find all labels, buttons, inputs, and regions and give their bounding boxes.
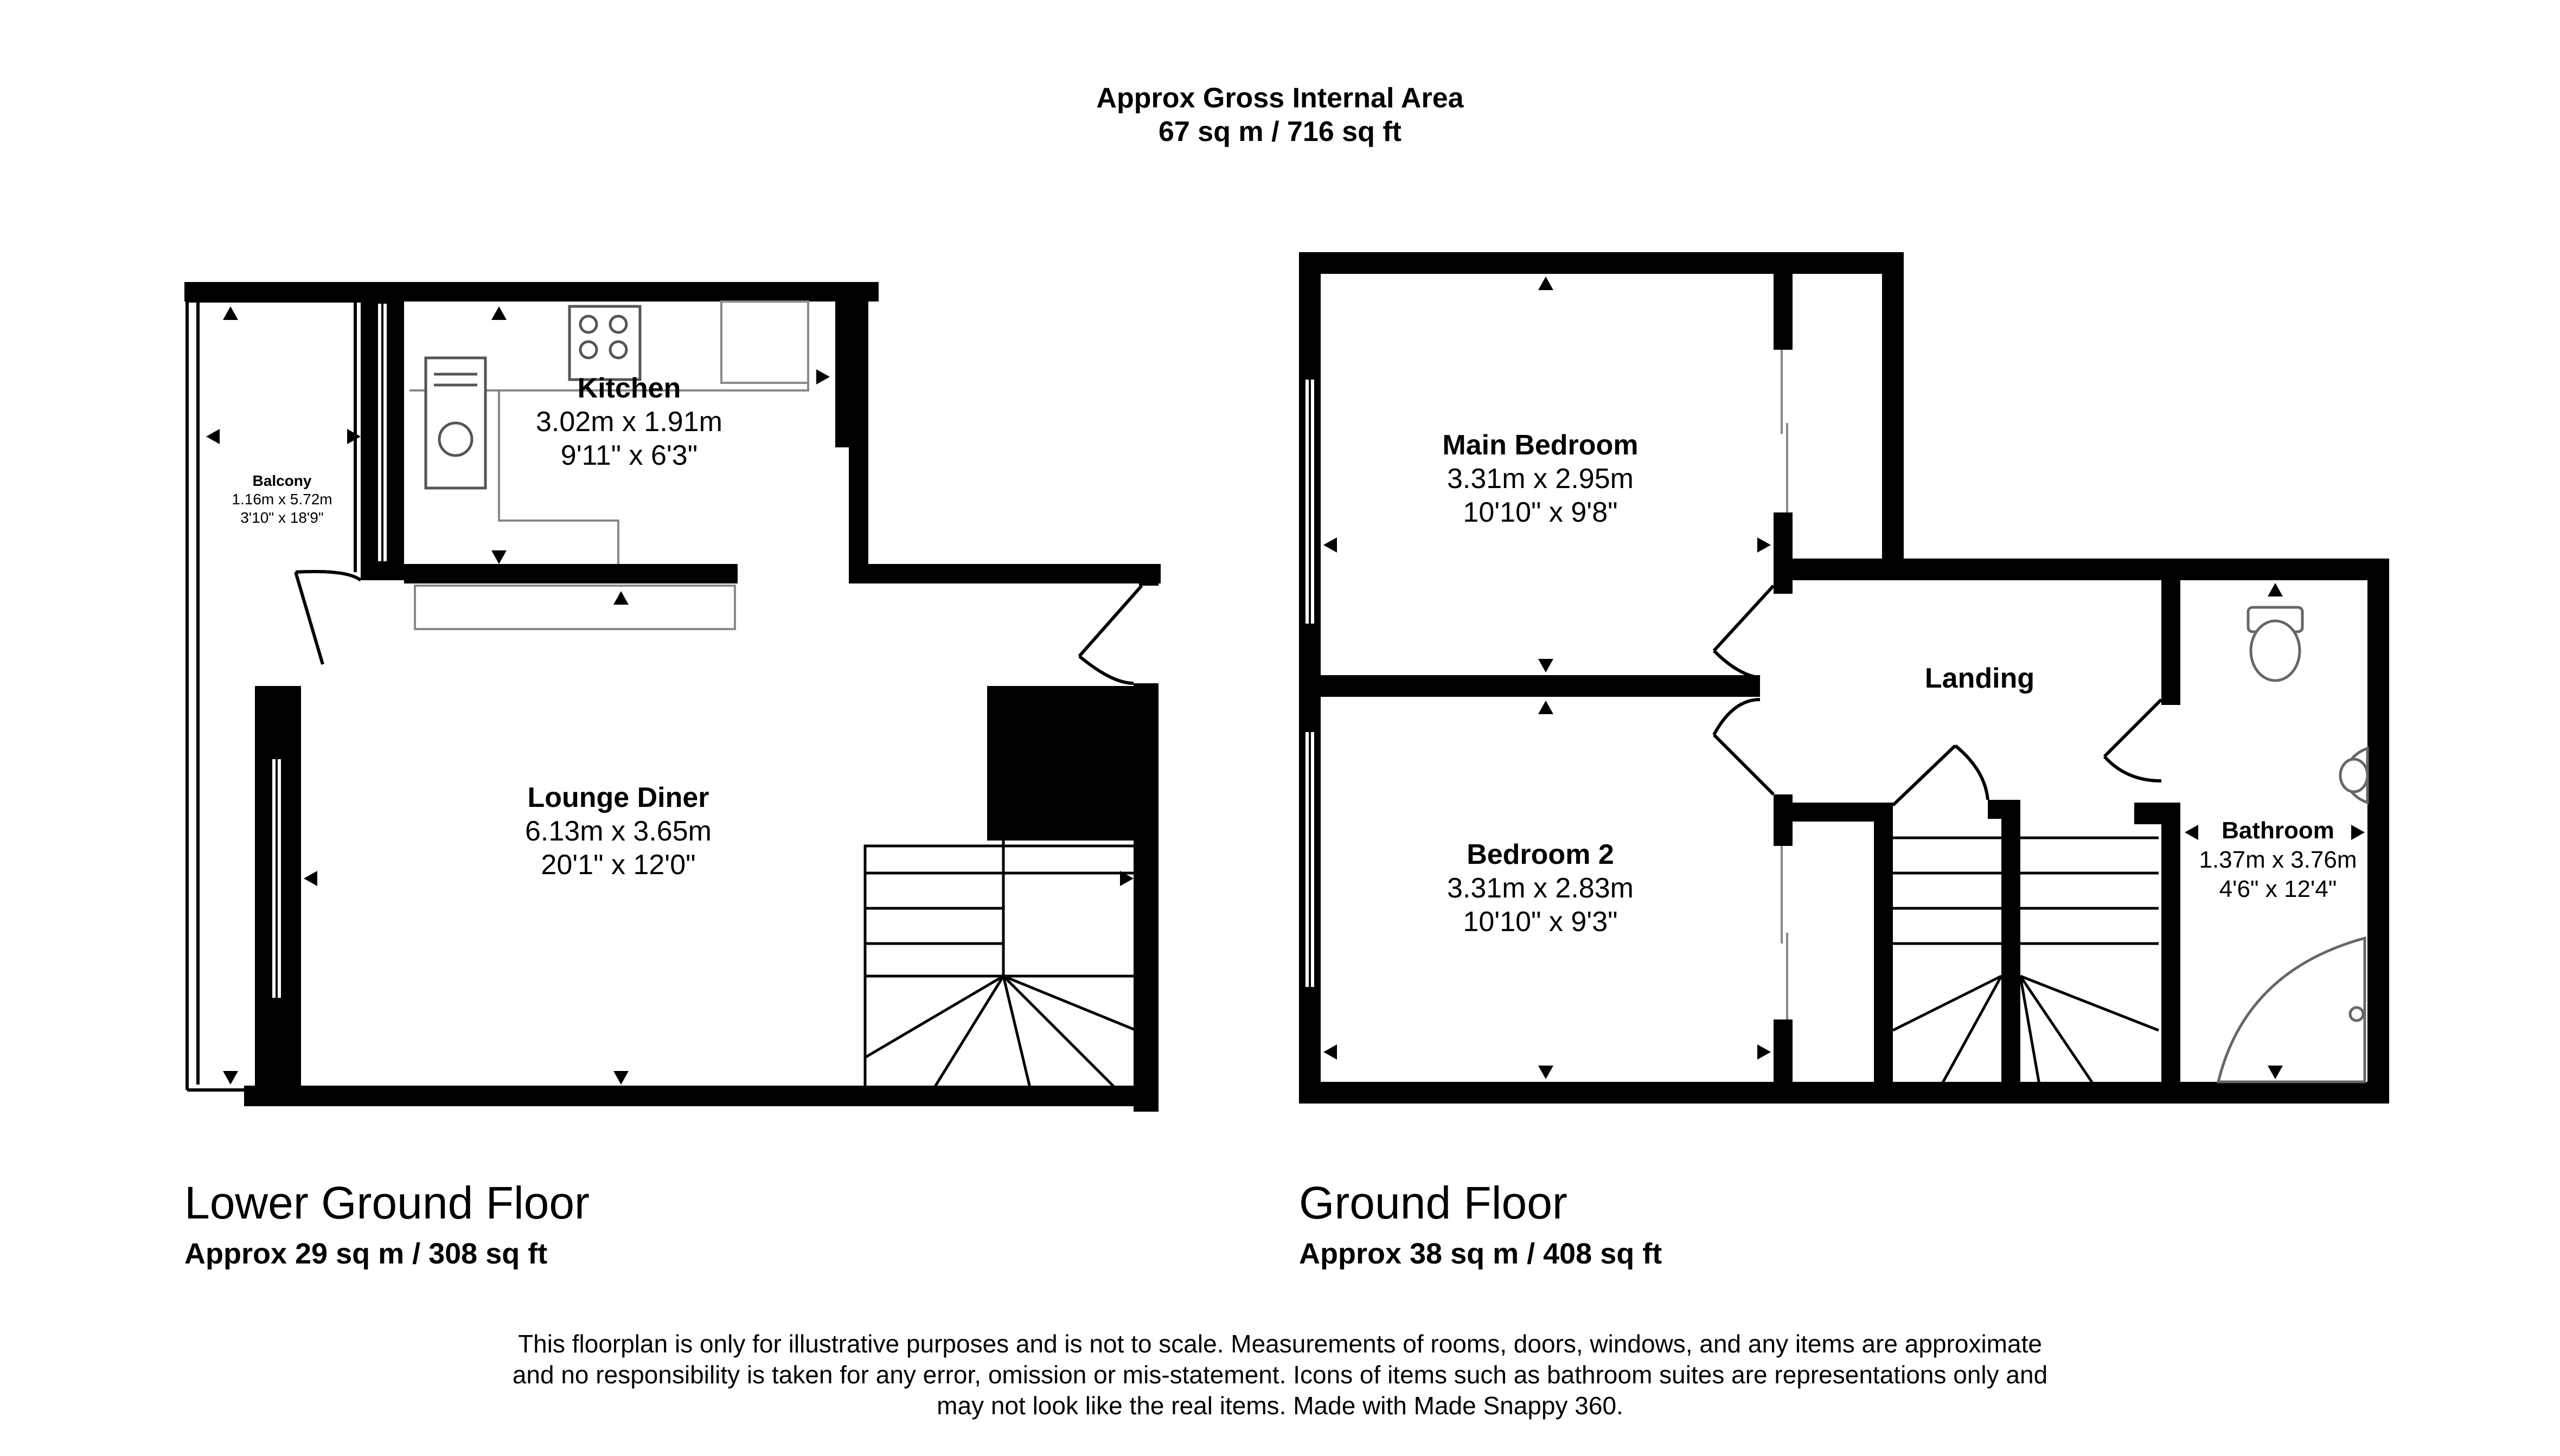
sink-icon (426, 358, 485, 488)
room-imperial: 20'1" x 12'0" (541, 849, 696, 881)
room-metric: 6.13m x 3.65m (525, 816, 712, 847)
room-metric: 3.31m x 2.95m (1447, 463, 1634, 495)
room-metric: 3.02m x 1.91m (536, 406, 722, 438)
lower-floor-stairs (865, 819, 1136, 1090)
ground-floor-plan (1299, 252, 2389, 1104)
hob-icon (569, 306, 640, 380)
lower-floor-doors (296, 572, 1142, 683)
disclaimer-line-1: This floorplan is only for illustrative purposes and is not to scale. Measurements of rooms, doors, windows, and any items are approximate (518, 1330, 2042, 1358)
disclaimer-line-2: and no responsibility is taken for any error, omission or mis-statement. Icons of items such as bathroom suites are representations only and (512, 1361, 2048, 1389)
room-name: Bathroom (2222, 817, 2334, 844)
ground-floor-walls (1299, 252, 2389, 1104)
room-imperial: 10'10" x 9'3" (1463, 906, 1618, 938)
room-name: Balcony (252, 472, 312, 489)
ground-floor-stairs (1893, 838, 2159, 1085)
room-bedroom-2 (1378, 838, 1703, 939)
gross-area-title: Approx Gross Internal Area (1096, 82, 1464, 114)
lower-floor-area: Approx 29 sq m / 308 sq ft (184, 1237, 548, 1270)
room-landing (1898, 662, 2061, 695)
room-kitchen (488, 371, 770, 472)
room-metric: 1.16m x 5.72m (232, 491, 332, 508)
room-main-bedroom (1378, 428, 1703, 529)
room-name: Kitchen (577, 373, 681, 404)
toilet-icon (2248, 607, 2302, 681)
gross-area-value: 67 sq m / 716 sq ft (1159, 116, 1401, 147)
room-balcony (206, 472, 358, 527)
room-imperial: 4'6" x 12'4" (2219, 876, 2337, 902)
ground-floor-area: Approx 38 sq m / 408 sq ft (1299, 1237, 1662, 1270)
basin-icon (2340, 748, 2367, 803)
room-lounge-diner (456, 781, 781, 882)
room-imperial: 9'11" x 6'3" (560, 440, 698, 471)
room-name: Lounge Diner (527, 782, 709, 813)
lower-floor-title: Lower Ground Floor (184, 1177, 590, 1228)
disclaimer-line-3: may not look like the real items. Made with Made Snappy 360. (937, 1391, 1623, 1420)
shower-icon (2218, 938, 2365, 1082)
room-name: Main Bedroom (1442, 429, 1639, 461)
ground-floor-doors (1714, 586, 2161, 805)
ground-floor-title: Ground Floor (1299, 1177, 1567, 1228)
room-name: Bedroom 2 (1467, 839, 1614, 870)
room-name: Landing (1924, 663, 2035, 694)
room-metric: 1.37m x 3.76m (2199, 846, 2357, 873)
room-metric: 3.31m x 2.83m (1447, 873, 1634, 904)
wardrobe-doors (1782, 350, 1787, 1019)
room-bathroom (2186, 816, 2370, 904)
room-imperial: 3'10" x 18'9" (240, 509, 324, 526)
room-imperial: 10'10" x 9'8" (1463, 497, 1618, 528)
